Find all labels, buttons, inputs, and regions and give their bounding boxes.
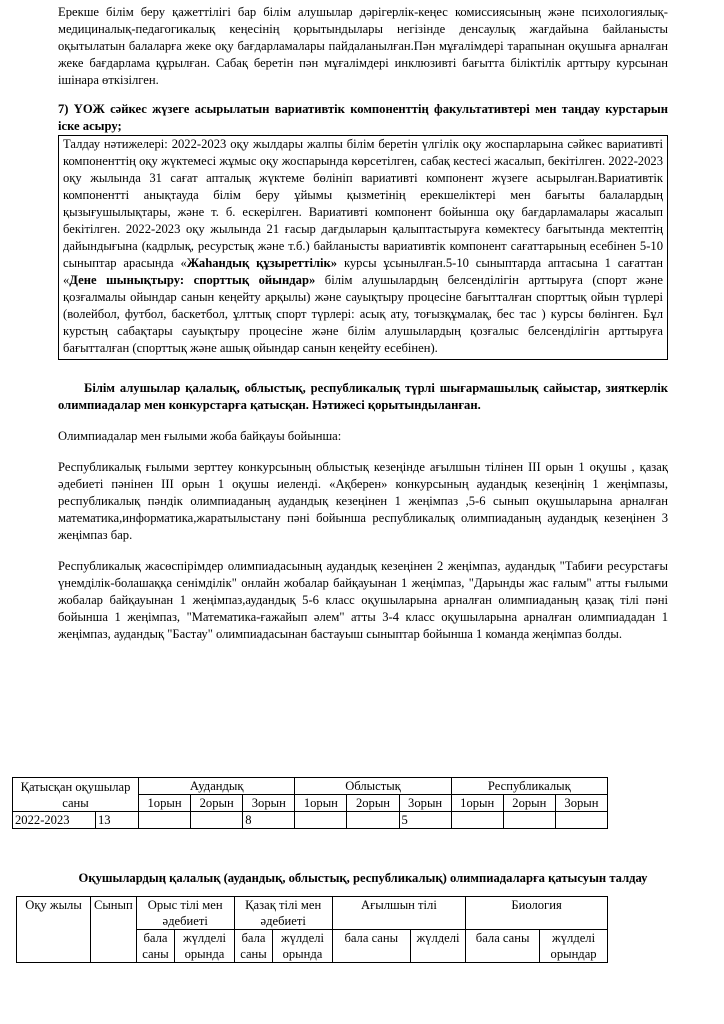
section-heading-olympiad-analysis: Оқушылардың қалалық (аудандық, облыстық, республикалық) олимпиадаларға қатысуын талдау bbox=[78, 871, 648, 885]
district-place1: 1орын bbox=[139, 795, 191, 812]
cell-republic-1 bbox=[451, 812, 503, 829]
header-district: Аудандық bbox=[139, 778, 295, 795]
analysis-text bbox=[63, 136, 663, 357]
analysis-text-part2: курсы ұсынылған.5-10 сыныптарда аптасына 1 сағаттан « bbox=[63, 256, 663, 287]
section-heading-competitions: Білім алушылар қалалық, облыстық, республикалық түрлі шығармашылық сайыстар, зияткерлік олимпиадалар мен конкурстарға қатысқан. Нәтижесі қорытындыланған. bbox=[58, 381, 668, 412]
republic-place3: 3орын bbox=[555, 795, 607, 812]
paragraph-republic-research: Республикалық ғылыми зерттеу конкурсының облыстық кезеңінде ағылшын тілінен ІІІ орын 1 оқушы , қазақ әдебиеті пәнінен ІІІ орын 1 оқушы иеленді. «Ақберен» конкурсының аудандық кезеңінің 1 жеңімпазы, республикалық пәндік олимпиаданың аудандық кезеңінен 1 жеңімпаз ,5-6 сынып оқушыларына арналған математика,информатика,жаратылыстану пәні бойынша республикалық олимпиаданың аудандық кезеңінен 3 жеңімпаз бар. bbox=[58, 460, 668, 542]
header-republic: Республикалық bbox=[451, 778, 607, 795]
biology-count: бала саны bbox=[466, 930, 540, 963]
row-participant-count: 13 bbox=[96, 812, 139, 829]
kazakh-winners: жүлделі орында bbox=[273, 930, 332, 963]
paragraph-olympiad-intro: Олимпиадалар мен ғылыми жоба байқауы бойынша: bbox=[58, 429, 342, 443]
header-participants: Қатысқан оқушылар саны bbox=[13, 778, 139, 812]
cell-republic-2 bbox=[503, 812, 555, 829]
republic-place2: 2орын bbox=[503, 795, 555, 812]
english-winners: жүлделі bbox=[410, 930, 465, 963]
district-place3: 3орын bbox=[243, 795, 295, 812]
section-heading-7: 7) ҮОЖ сәйкес жүзеге асырылатын вариативтік компоненттің факультативтері мен таңдау курстарын іске асыру; bbox=[58, 102, 668, 133]
english-count: бала саны bbox=[332, 930, 410, 963]
course-global-competence: Жаһандық құзыреттілік» bbox=[186, 256, 338, 270]
cell-regional-1 bbox=[295, 812, 347, 829]
regional-place3: 3орын bbox=[399, 795, 451, 812]
cell-district-3: 8 bbox=[243, 812, 295, 829]
header-year: Оқу жылы bbox=[17, 897, 91, 963]
header-english: Ағылшын тілі bbox=[332, 897, 465, 930]
republic-place1: 1орын bbox=[451, 795, 503, 812]
header-biology: Биология bbox=[466, 897, 608, 930]
russian-winners: жүлделі орында bbox=[175, 930, 234, 963]
header-russian: Орыс тілі мен әдебиеті bbox=[136, 897, 234, 930]
cell-regional-3: 5 bbox=[399, 812, 451, 829]
regional-place2: 2орын bbox=[347, 795, 399, 812]
cell-republic-3 bbox=[555, 812, 607, 829]
cell-district-1 bbox=[139, 812, 191, 829]
paragraph-special-needs: Ерекше білім беру қажеттілігі бар білім алушылар дәрігерлік-кеңес комиссиясының және психологиялық-медициналық-педагогикалық кеңесінің қорытындылары негізінде денсаулық жағдайына байланысты оқытылатын балаларға жеке оқу бағдарламалары пайдаланылған.Пән мұғалімдері тарапынан оқушыға арналған жеке бағдарлама құрылған. Сабақ беретін пән мұғалімдері инклюзивті бағытта біліктілік арттыру курсынан ішінара өткізілген. bbox=[58, 5, 668, 87]
analysis-box bbox=[58, 135, 668, 360]
course-sports-games: Дене шынықтыру: спорттық ойындар» bbox=[69, 273, 316, 287]
header-class: Сынып bbox=[91, 897, 137, 963]
table-row bbox=[13, 812, 608, 829]
analysis-text-part1: Талдау нәтижелері: 2022-2023 оқу жылдары жалпы білім беретін үлгілік оқу жоспарларына сәйкес вариативті компоненттің оқу жүктемесі жұмыс оқу жоспарында көрсетілген, сабақ кестесі жасалып, бекітілген. 2022-2023 оқу жылында 31 сағат апталық жүктеме бөлініп вариативті компонент жүзеге асырылған.Вариативтік компонентті анықтауда білім беру ұйымы қызметінің ерекшеліктері мен бағыты балалардың қызығушылықтары, және т. б. ескерілген. Вариативті компонент бойынша оқу бағдарламалары жасалып бекітілген. 2022-2023 оқу жылында 21 ғасыр дағдыларын қалыптастыруға көмектесу бағытында мектептің дайындығына (кадрлық, ресурстық және т.б.) байланысты вариативтік компонент сағаттарының есебінен 5-10 сыныптар арасында « bbox=[63, 137, 663, 270]
biology-winners: жүлделі орындар bbox=[540, 930, 608, 963]
russian-count: бала саны bbox=[136, 930, 175, 963]
cell-regional-2 bbox=[347, 812, 399, 829]
results-table bbox=[12, 777, 608, 829]
paragraph-youth-olympiad: Республикалық жасөспірімдер олимпиадасының аудандық кезеңінен 2 жеңімпаз, аудандық "Табиғи ресурстағы үнемділік-болашаққа сенімділік" онлайн жобалар байқауынан 1 жеңімпаз, "Дарынды жас ғалым" атты ғылыми жобалар байқауынан 1 жеңімпаз,аудандық 5-6 класс оқушыларына арналған олимпиаданың қазақ тілі пәні бойынша 1 жеңімпаз, "Математика-ғажайып әлем" атты 3-4 класс оқушыларына арналған олимпиададан 1 жеңімпаз, аудандық "Бастау" олимпиадасынан бастауыш сыныптар бойынша 1 команда жеңімпаз болды. bbox=[58, 559, 668, 641]
regional-place1: 1орын bbox=[295, 795, 347, 812]
analysis-text-part3: білім алушылардың белсенділігін арттыруға (спорт және қозғалмалы ойындар санын кеңейту арқылы) және сауықтыру процесіне бағытталған спорттық ойын түрлері (волейбол, футбол, баскетбол, ұлттық спорт түрлері: асық ату, тоғызқұмалақ, бес тас ) курсы бөлінген. Бұл курстың сабақтары сауықтыру процесіне және білім алушылардың қозғалыс белсенділігін арттыруға бағытталған (спорттық және ашық ойындар санын кеңейту есебінен). bbox=[63, 273, 663, 355]
cell-district-2 bbox=[191, 812, 243, 829]
row-year: 2022-2023 bbox=[13, 812, 96, 829]
document-page bbox=[58, 4, 668, 643]
olympiad-analysis-table bbox=[16, 896, 608, 963]
district-place2: 2орын bbox=[191, 795, 243, 812]
header-regional: Облыстық bbox=[295, 778, 451, 795]
kazakh-count: бала саны bbox=[234, 930, 273, 963]
header-kazakh: Қазақ тілі мен әдебиеті bbox=[234, 897, 332, 930]
